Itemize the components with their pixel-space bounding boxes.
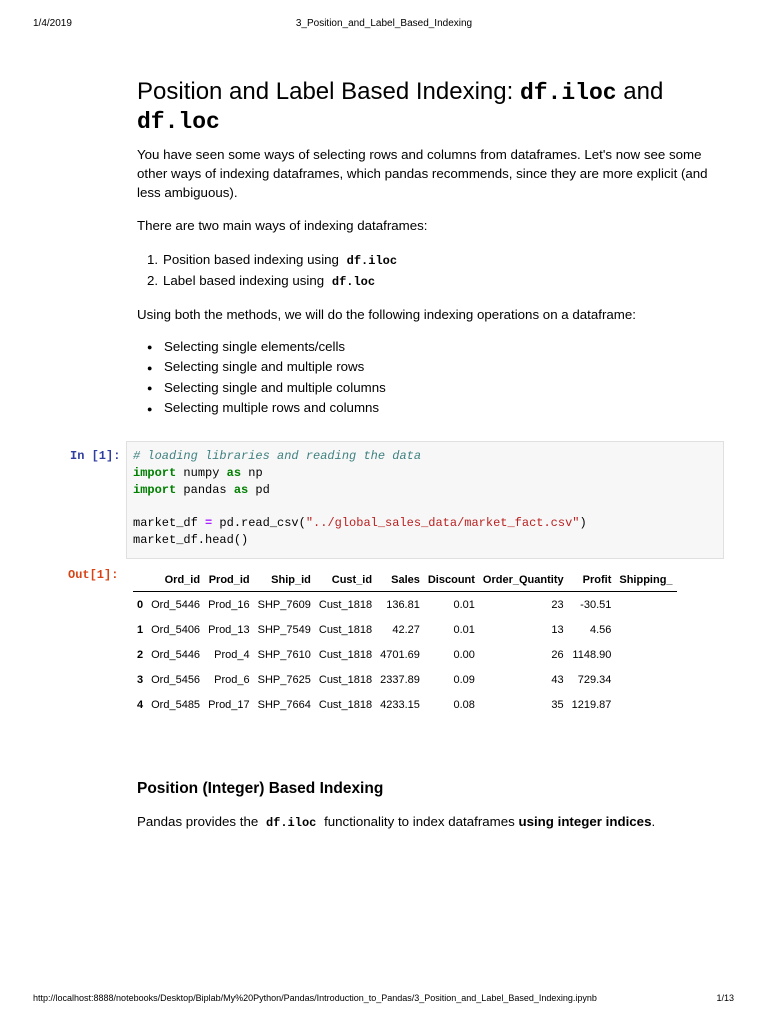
- title-text: Position and Label Based Indexing:: [137, 78, 520, 105]
- output-prompt: Out[1]:: [68, 568, 119, 582]
- table-cell: -30.51: [580, 598, 612, 611]
- table-cell: Prod_4: [214, 648, 250, 661]
- table-cell: [615, 642, 676, 667]
- list-item: [147, 250, 397, 271]
- table-cell: 42.27: [392, 623, 420, 636]
- section-paragraph: [137, 812, 717, 833]
- print-title: 3_Position_and_Label_Based_Indexing: [295, 18, 473, 29]
- two-ways-paragraph: There are two main ways of indexing dataframes:: [137, 218, 428, 233]
- table-cell: 0.09: [453, 673, 475, 686]
- code-text: market_df.head(): [133, 532, 249, 547]
- section-text: .: [651, 814, 656, 829]
- table-cell: Prod_6: [214, 673, 250, 686]
- table-cell: Ord_5446: [151, 598, 201, 611]
- table-cell: Cust_1818: [318, 648, 373, 661]
- table-cell: Cust_1818: [318, 673, 373, 686]
- code-line: [133, 515, 717, 532]
- row-index: 2: [137, 648, 144, 661]
- list-text: Position based indexing using: [163, 252, 339, 267]
- table-cell: 26: [551, 648, 564, 661]
- bullet-icon: ●: [147, 383, 153, 394]
- table-cell: Ord_5406: [151, 623, 201, 636]
- column-header: Profit: [568, 568, 616, 592]
- code-comment: # loading libraries and reading the data: [133, 449, 422, 463]
- table-row: [133, 617, 677, 642]
- code-text: ): [579, 516, 587, 531]
- table-cell: 0.01: [453, 598, 475, 611]
- table-cell: Ord_5456: [151, 673, 201, 686]
- title-code-iloc: df.iloc: [519, 80, 617, 106]
- table-cell: 23: [551, 598, 564, 611]
- list-text: Selecting single and multiple rows: [164, 359, 365, 375]
- table-cell: Cust_1818: [318, 598, 373, 611]
- table-cell: SHP_7549: [257, 623, 311, 636]
- table-row: [133, 692, 677, 717]
- code-line: [133, 482, 717, 499]
- list-item: [147, 357, 386, 377]
- input-prompt: In [1]:: [70, 449, 121, 463]
- section-text: functionality to index dataframes: [324, 814, 515, 829]
- code-keyword: import: [133, 465, 177, 480]
- table-cell: 1148.90: [572, 648, 612, 661]
- list-text: Selecting single and multiple columns: [164, 379, 386, 395]
- code-line: [133, 532, 717, 549]
- column-header: Sales: [376, 568, 424, 592]
- table-row: [133, 667, 677, 692]
- list-text: Label based indexing using: [163, 273, 325, 288]
- column-header: Shipping_: [615, 568, 676, 592]
- table-cell: Prod_16: [208, 598, 250, 611]
- code-operator: =: [205, 516, 213, 531]
- table-cell: SHP_7664: [257, 698, 311, 711]
- list-code: df.iloc: [346, 254, 398, 268]
- table-cell: Ord_5485: [151, 698, 201, 711]
- list-number: 2.: [147, 273, 159, 288]
- methods-paragraph: Using both the methods, we will do the following indexing operations on a dataframe:: [137, 307, 636, 322]
- code-line: [133, 498, 717, 515]
- table-cell: SHP_7609: [257, 598, 311, 611]
- table-cell: [615, 592, 676, 618]
- table-cell: Cust_1818: [318, 698, 373, 711]
- table-cell: SHP_7625: [257, 673, 311, 686]
- code-string: "../global_sales_data/market_fact.csv": [305, 516, 580, 531]
- table-cell: 0.08: [453, 698, 475, 711]
- dataframe-table: [133, 568, 677, 717]
- print-date: 1/4/2019: [33, 18, 72, 29]
- list-number: 1.: [147, 252, 159, 267]
- table-cell: 729.34: [577, 673, 612, 686]
- table-row: [133, 592, 677, 618]
- table-cell: 4.56: [589, 623, 612, 636]
- column-header: Ord_id: [147, 568, 204, 592]
- list-item: [147, 378, 386, 398]
- code-text: pd.read_csv(: [212, 516, 306, 531]
- indexing-methods-list: [147, 250, 397, 292]
- column-header: [133, 568, 147, 592]
- table-row: [133, 642, 677, 667]
- list-item: [147, 398, 386, 418]
- column-header: Prod_id: [204, 568, 254, 592]
- table-cell: 2337.89: [380, 673, 420, 686]
- list-item: [147, 271, 397, 292]
- bullet-icon: ●: [147, 403, 153, 414]
- section-heading: Position (Integer) Based Indexing: [137, 780, 384, 797]
- intro-paragraph: You have seen some ways of selecting rows and columns from dataframes. Let's now see some other ways of indexing dataframes, which pandas recommends, since they are more explicit (and less ambiguous).: [137, 147, 708, 200]
- code-text: np: [241, 465, 263, 480]
- code-text: pandas: [176, 482, 234, 497]
- list-code: df.loc: [331, 275, 376, 289]
- column-header: Discount: [424, 568, 479, 592]
- table-cell: [615, 617, 676, 642]
- table-cell: 4701.69: [380, 648, 420, 661]
- table-cell: Ord_5446: [151, 648, 201, 661]
- bullet-icon: ●: [147, 342, 153, 353]
- section-code: df.iloc: [265, 816, 317, 830]
- table-cell: [615, 692, 676, 717]
- table-cell: 13: [551, 623, 564, 636]
- row-index: 0: [137, 598, 144, 611]
- code-line: [133, 448, 717, 465]
- table-cell: 4233.15: [380, 698, 420, 711]
- section-text: Pandas provides the: [137, 814, 259, 829]
- list-item: [147, 337, 386, 357]
- table-cell: 35: [551, 698, 564, 711]
- list-text: Selecting single elements/cells: [164, 339, 346, 354]
- code-keyword: as: [226, 465, 242, 480]
- table-cell: Prod_13: [208, 623, 250, 636]
- code-text: pd: [248, 482, 270, 497]
- bullet-icon: ●: [147, 362, 153, 373]
- operations-list: [147, 337, 386, 419]
- table-cell: [615, 667, 676, 692]
- code-keyword: as: [233, 482, 249, 497]
- code-text: numpy: [176, 465, 227, 480]
- table-cell: Cust_1818: [318, 623, 373, 636]
- table-cell: SHP_7610: [257, 648, 311, 661]
- code-cell[interactable]: [126, 441, 724, 559]
- print-url: http://localhost:8888/notebooks/Desktop/Biplab/My%20Python/Pandas/Introduction_to_Pandas/3_Position_and_Label_Based_Indexing.ipynb: [33, 993, 597, 1003]
- title-and: and: [616, 78, 664, 105]
- column-header: Ship_id: [254, 568, 315, 592]
- code-text: market_df: [133, 516, 206, 531]
- table-cell: 0.01: [453, 623, 475, 636]
- column-header: Cust_id: [315, 568, 376, 592]
- code-line: [133, 465, 717, 482]
- table-header-row: [133, 568, 677, 592]
- table-cell: 1219.87: [571, 698, 612, 711]
- section-bold-text: using integer indices: [518, 814, 652, 829]
- row-index: 1: [137, 623, 144, 636]
- page-number: 1/13: [716, 993, 734, 1003]
- table-cell: 136.81: [386, 598, 420, 611]
- column-header: Order_Quantity: [479, 568, 568, 592]
- list-text: Selecting multiple rows and columns: [164, 400, 380, 416]
- row-index: 4: [137, 698, 144, 711]
- table-cell: 0.00: [453, 648, 475, 661]
- row-index: 3: [137, 673, 144, 686]
- table-cell: 43: [551, 673, 564, 686]
- title-code-loc: df.loc: [137, 109, 220, 135]
- code-keyword: import: [133, 482, 177, 497]
- table-cell: Prod_17: [208, 698, 250, 711]
- page-title: [137, 78, 727, 136]
